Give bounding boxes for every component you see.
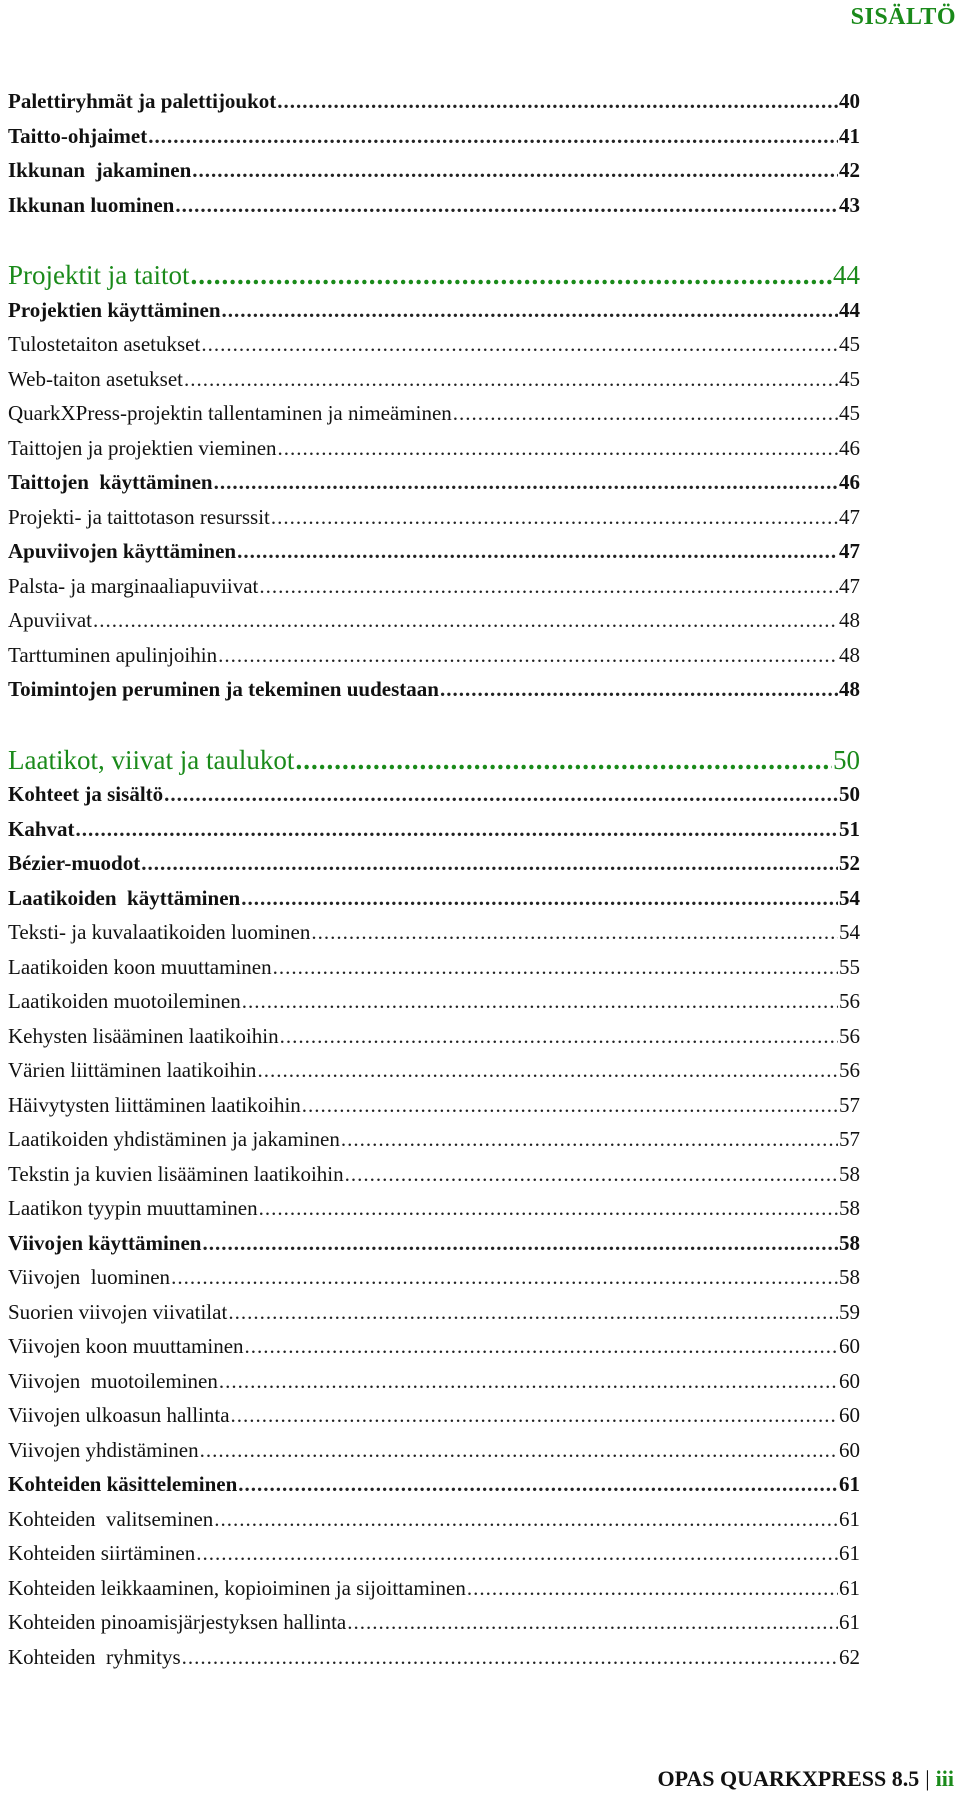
dot-leader — [341, 1122, 838, 1157]
toc-entry-title: Värien liittäminen laatikoihin — [8, 1058, 257, 1082]
page-footer — [657, 1766, 954, 1792]
dot-leader — [241, 881, 838, 916]
toc-entry-page-number: 41 — [839, 123, 860, 148]
toc-entry-title: Taittojen käyttäminen — [8, 470, 213, 494]
dot-leader — [277, 84, 838, 119]
toc-entry[interactable] — [8, 1536, 860, 1571]
toc-entry[interactable] — [8, 1433, 860, 1468]
toc-entry-page-number: 48 — [839, 677, 860, 701]
toc-entry[interactable] — [8, 1191, 860, 1226]
toc-entry-title: Viivojen ulkoasun hallinta — [8, 1403, 230, 1427]
toc-entry-title: Kohteiden käsitteleminen — [8, 1472, 238, 1496]
toc-entry-title: Kahvat — [8, 816, 75, 841]
toc-entry-page-number: 50 — [839, 782, 860, 806]
dot-leader — [214, 465, 838, 500]
dot-leader — [218, 638, 838, 673]
toc-entry[interactable] — [8, 672, 860, 707]
dot-leader — [219, 1364, 838, 1399]
dot-leader — [182, 1640, 838, 1675]
dot-leader — [295, 743, 832, 778]
toc-entry-title: Tulostetaiton asetukset — [8, 332, 201, 356]
dot-leader — [141, 846, 838, 881]
toc-entry[interactable] — [8, 638, 860, 673]
toc-entry-title: Ikkunan jakaminen — [8, 158, 192, 182]
toc-entry-title: QuarkXPress-projektin tallentaminen ja nimeäminen — [8, 401, 452, 425]
toc-entry[interactable] — [8, 1019, 860, 1054]
toc-entry-title: Kohteiden pinoamisjärjestyksen hallinta — [8, 1610, 347, 1634]
dot-leader — [278, 431, 838, 466]
toc-entry-page-number: 56 — [839, 1023, 860, 1048]
toc-entry-page-number: 42 — [839, 158, 860, 182]
dot-leader — [184, 362, 838, 397]
dot-leader — [302, 1088, 838, 1123]
toc-entry[interactable] — [8, 1502, 860, 1537]
toc-entry-title: Tarttuminen apulinjoihin — [8, 642, 218, 667]
dot-leader — [245, 1329, 838, 1364]
dot-leader — [76, 812, 838, 847]
toc-entry[interactable] — [8, 603, 860, 638]
toc-entry-title: Suorien viivojen viivatilat — [8, 1299, 228, 1324]
toc-entry-title: Kohteiden ryhmitys — [8, 1644, 181, 1669]
toc-entry[interactable] — [8, 500, 860, 535]
toc-entry[interactable] — [8, 1364, 860, 1399]
toc-entry-title: Tekstin ja kuvien lisääminen laatikoihin — [8, 1161, 344, 1186]
dot-leader — [175, 188, 838, 223]
toc-entry-title: Viivojen koon muuttaminen — [8, 1334, 244, 1358]
dot-leader — [196, 1536, 838, 1571]
toc-entry-page-number: 60 — [839, 1368, 860, 1393]
dot-leader — [440, 672, 838, 707]
dot-leader — [164, 777, 838, 812]
toc-entry[interactable] — [8, 293, 860, 328]
toc-entry[interactable] — [8, 569, 860, 604]
toc-entry[interactable] — [8, 1260, 860, 1295]
toc-entry-page-number: 56 — [839, 989, 860, 1013]
toc-entry-page-number: 54 — [839, 885, 860, 910]
toc-entry-page-number: 47 — [839, 504, 860, 529]
toc-entry[interactable] — [8, 984, 860, 1019]
toc-entry-page-number: 58 — [839, 1230, 860, 1255]
toc-entry[interactable] — [8, 950, 860, 985]
toc-entry-page-number: 60 — [839, 1403, 860, 1427]
page-header-title: SISÄLTÖ — [850, 4, 956, 30]
dot-leader — [242, 984, 838, 1019]
toc-entry-page-number: 61 — [839, 1506, 860, 1531]
dot-leader — [259, 1191, 838, 1226]
toc-entry-page-number: 45 — [839, 366, 860, 391]
toc-entry-title: Häivytysten liittäminen laatikoihin — [8, 1092, 301, 1117]
dot-leader — [311, 915, 838, 950]
toc-entry-page-number: 57 — [839, 1092, 860, 1117]
toc-entry[interactable] — [8, 1467, 860, 1502]
dot-leader — [192, 153, 838, 188]
toc-entry[interactable] — [8, 119, 860, 154]
toc-entry-title: Apuviivat — [8, 608, 92, 632]
footer-page-number: iii — [935, 1766, 954, 1791]
dot-leader — [214, 1502, 838, 1537]
toc-entry-title: Laatikoiden muotoileminen — [8, 989, 241, 1013]
toc-entry-page-number: 51 — [839, 816, 860, 841]
dot-leader — [201, 327, 838, 362]
toc-entry-title: Laatikon tyypin muuttaminen — [8, 1196, 258, 1220]
dot-leader — [222, 293, 838, 328]
toc-entry-title: Projekti- ja taittotason resurssit — [8, 504, 270, 529]
toc-entry[interactable] — [8, 465, 860, 500]
dot-leader — [453, 396, 838, 431]
dot-leader — [467, 1571, 838, 1606]
toc-entry-page-number: 52 — [839, 851, 860, 875]
toc-entry-title: Laatikoiden käyttäminen — [8, 885, 241, 910]
toc-entry-title: Web-taiton asetukset — [8, 366, 184, 391]
toc-entry-page-number: 59 — [839, 1299, 860, 1324]
toc-entry-title: Kohteet ja sisältö — [8, 782, 164, 806]
toc-entry[interactable] — [8, 1053, 860, 1088]
toc-entry[interactable] — [8, 1088, 860, 1123]
toc-entry[interactable] — [8, 846, 860, 881]
toc-entry-page-number: 48 — [839, 608, 860, 632]
dot-leader — [238, 1467, 838, 1502]
toc-entry-title: Kohteiden leikkaaminen, kopioiminen ja sijoittaminen — [8, 1575, 466, 1600]
dot-leader — [257, 1053, 838, 1088]
dot-leader — [280, 1019, 838, 1054]
toc-entry[interactable] — [8, 1157, 860, 1192]
toc-entry[interactable] — [8, 915, 860, 950]
toc-entry-title: Viivojen yhdistäminen — [8, 1437, 199, 1462]
toc-entry-title: Viivojen käyttäminen — [8, 1230, 202, 1255]
toc-entry-title: Kohteiden valitseminen — [8, 1506, 214, 1531]
toc-entry-title: Projektien käyttäminen — [8, 297, 221, 322]
toc-entry-page-number: 45 — [839, 332, 860, 356]
toc-entry-page-number: 40 — [839, 89, 860, 113]
toc-entry[interactable] — [8, 396, 860, 431]
toc-entry-title: Teksti- ja kuvalaatikoiden luominen — [8, 920, 311, 944]
toc-entry[interactable] — [8, 777, 860, 812]
toc-entry-title: Laatikoiden yhdistäminen ja jakaminen — [8, 1127, 340, 1151]
dot-leader — [200, 1433, 838, 1468]
toc-entry-title: Ikkunan luominen — [8, 192, 175, 217]
toc-entry-page-number: 61 — [839, 1472, 860, 1496]
dot-leader — [259, 569, 838, 604]
toc-entry-page-number: 47 — [839, 539, 860, 563]
toc-entry[interactable] — [8, 1640, 860, 1675]
toc-entry[interactable] — [8, 1571, 860, 1606]
toc-entry-title: Apuviivojen käyttäminen — [8, 539, 237, 563]
footer-book-title: OPAS QUARKXPRESS 8.5 — [657, 1766, 920, 1791]
dot-leader — [273, 950, 838, 985]
toc-chapter-entry[interactable] — [8, 743, 860, 778]
toc-entry-page-number: 60 — [839, 1437, 860, 1462]
section-gap — [8, 707, 860, 743]
toc-entry[interactable] — [8, 362, 860, 397]
toc-entry-page-number: 47 — [839, 573, 860, 598]
toc-entry[interactable] — [8, 881, 860, 916]
toc-entry-page-number: 61 — [839, 1541, 860, 1565]
toc-entry-title: Laatikoiden koon muuttaminen — [8, 954, 272, 979]
toc-entry-title: Palsta- ja marginaaliapuviivat — [8, 573, 259, 598]
toc-entry-title: Kehysten lisääminen laatikoihin — [8, 1023, 279, 1048]
dot-leader — [93, 603, 838, 638]
dot-leader — [231, 1398, 838, 1433]
toc-entry-title: Taitto-ohjaimet — [8, 123, 148, 148]
toc-entry[interactable] — [8, 153, 860, 188]
toc-entry[interactable] — [8, 812, 860, 847]
dot-leader — [171, 1260, 838, 1295]
toc-entry-title: Palettiryhmät ja palettijoukot — [8, 89, 277, 113]
toc-entry-page-number: 44 — [839, 297, 860, 322]
toc-entry-page-number: 58 — [839, 1161, 860, 1186]
toc-entry-title: Taittojen ja projektien vieminen — [8, 435, 277, 460]
toc-entry-page-number: 45 — [839, 401, 860, 425]
toc-entry-page-number: 57 — [839, 1127, 860, 1151]
toc-entry-title: Laatikot, viivat ja taulukot — [8, 744, 295, 775]
dot-leader — [202, 1226, 838, 1261]
dot-leader — [345, 1157, 838, 1192]
toc-entry-page-number: 61 — [839, 1575, 860, 1600]
toc-entry[interactable] — [8, 327, 860, 362]
toc-entry-title: Toimintojen peruminen ja tekeminen uudestaan — [8, 677, 439, 701]
toc-entry-title: Viivojen luominen — [8, 1265, 171, 1289]
toc-entry-page-number: 46 — [839, 470, 860, 494]
toc-entry-page-number: 50 — [833, 744, 860, 775]
toc-entry-page-number: 58 — [839, 1265, 860, 1289]
toc-entry-page-number: 60 — [839, 1334, 860, 1358]
toc-entry-title: Kohteiden siirtäminen — [8, 1541, 196, 1565]
dot-leader — [190, 258, 832, 293]
toc-entry-page-number: 44 — [833, 260, 860, 290]
toc-entry[interactable] — [8, 534, 860, 569]
dot-leader — [228, 1295, 838, 1330]
dot-leader — [237, 534, 838, 569]
dot-leader — [347, 1605, 838, 1640]
dot-leader — [271, 500, 838, 535]
toc-entry[interactable] — [8, 1295, 860, 1330]
toc-entry[interactable] — [8, 84, 860, 119]
toc-entry-title: Bézier-muodot — [8, 851, 141, 875]
toc-entry[interactable] — [8, 1226, 860, 1261]
section-gap — [8, 222, 860, 258]
toc-entry-title: Viivojen muotoileminen — [8, 1368, 218, 1393]
toc-entry[interactable] — [8, 1605, 860, 1640]
toc-entry-page-number: 43 — [839, 192, 860, 217]
toc-entry[interactable] — [8, 1122, 860, 1157]
toc-entry[interactable] — [8, 188, 860, 223]
toc-chapter-entry[interactable] — [8, 258, 860, 293]
toc-entry-page-number: 56 — [839, 1058, 860, 1082]
toc-entry-page-number: 58 — [839, 1196, 860, 1220]
toc-entry-page-number: 55 — [839, 954, 860, 979]
toc-entry-page-number: 48 — [839, 642, 860, 667]
toc-entry-title: Projektit ja taitot — [8, 260, 190, 290]
table-of-contents — [8, 84, 860, 1674]
footer-separator: | — [925, 1766, 930, 1791]
toc-entry-page-number: 62 — [839, 1644, 860, 1669]
toc-entry[interactable] — [8, 1398, 860, 1433]
toc-entry[interactable] — [8, 431, 860, 466]
toc-entry-page-number: 54 — [839, 920, 860, 944]
toc-entry[interactable] — [8, 1329, 860, 1364]
toc-entry-page-number: 46 — [839, 435, 860, 460]
dot-leader — [148, 119, 838, 154]
toc-entry-page-number: 61 — [839, 1610, 860, 1634]
